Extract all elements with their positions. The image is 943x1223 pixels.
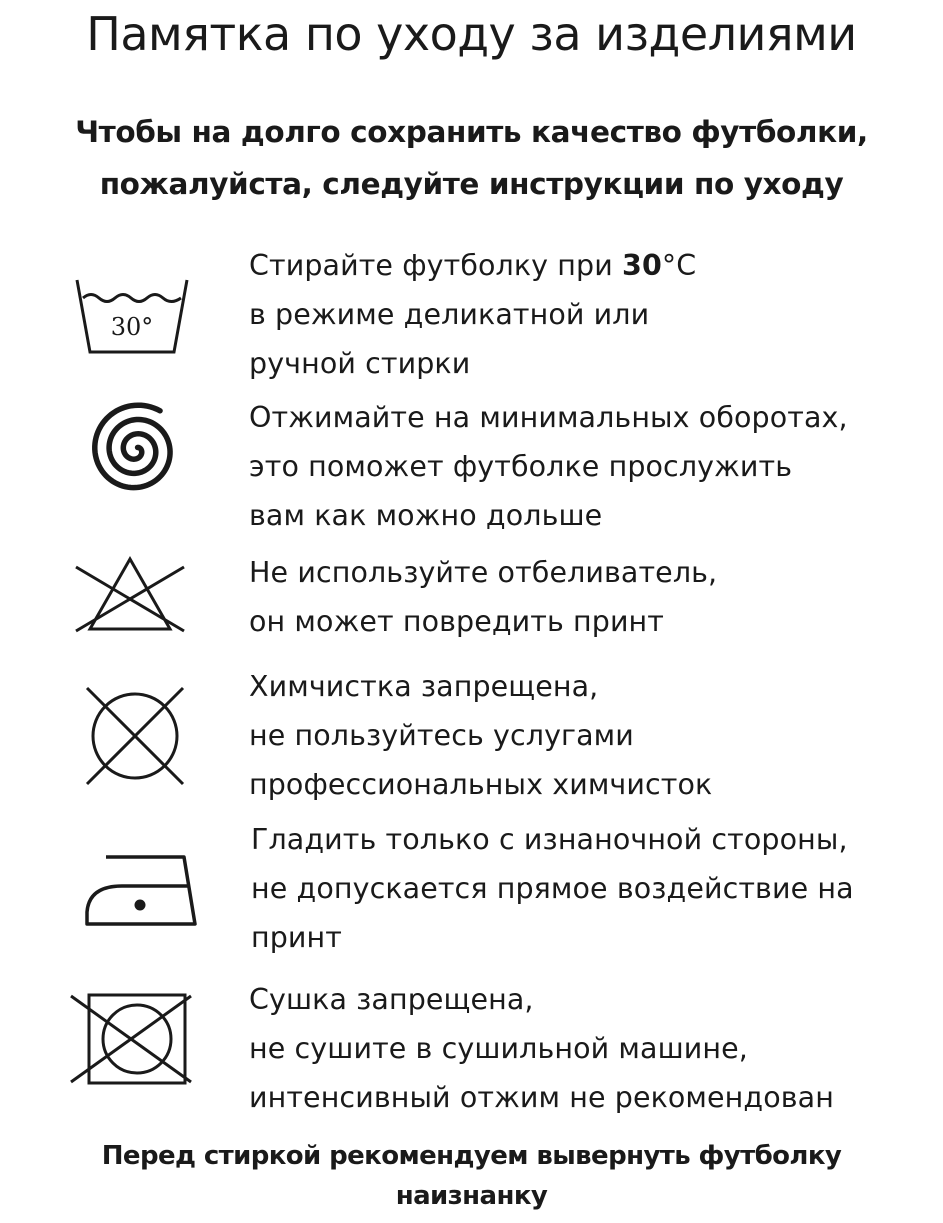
instruction-tumble-dry <box>249 975 834 1122</box>
wash-30-icon <box>74 274 190 356</box>
iron-low-icon <box>82 852 200 928</box>
instruction-wash-line-1 <box>249 241 696 290</box>
no-tumble-dry-icon <box>68 988 194 1090</box>
wash-temperature-value: 30 <box>622 249 662 282</box>
instruction-wash-line-2: в режиме деликатной или <box>249 298 650 331</box>
instruction-dry-clean-line-1: Химчистка запрещена, <box>249 670 599 703</box>
page-title: Памятка по уходу за изделиями <box>86 7 857 61</box>
instruction-tumble-dry-line-2: не сушите в сушильной машине, <box>249 1032 748 1065</box>
no-dry-clean-icon <box>83 684 187 788</box>
wash-text-prefix: Стирайте футболку при <box>249 249 623 282</box>
instruction-iron-line-3: принт <box>251 921 342 954</box>
instruction-bleach <box>249 548 717 646</box>
instruction-tumble-dry-line-3: интенсивный отжим не рекомендован <box>249 1081 834 1114</box>
footer-note <box>0 1136 943 1216</box>
no-bleach-icon <box>73 553 187 637</box>
instruction-wash-line-3: ручной стирки <box>249 347 471 380</box>
instruction-bleach-line-2: он может повредить принт <box>249 605 664 638</box>
footer-note-line-1: Перед стиркой рекомендуем вывернуть футболку <box>101 1141 842 1171</box>
subtitle-line-1: Чтобы на долго сохранить качество футболки, <box>75 115 868 149</box>
wash-temperature-unit: °C <box>661 249 697 282</box>
instruction-dry-clean-line-2: не пользуйтесь услугами <box>249 719 634 752</box>
subtitle <box>0 106 943 210</box>
spin-spiral-icon <box>84 400 188 500</box>
footer-note-line-2: наизнанку <box>395 1181 548 1211</box>
subtitle-line-2: пожалуйста, следуйте инструкции по уходу <box>99 167 844 201</box>
instruction-dry-clean-line-3: профессиональных химчисток <box>249 768 713 801</box>
instruction-spin-line-2: это поможет футболке прослужить <box>249 450 793 483</box>
instruction-spin-line-1: Отжимайте на минимальных оборотах, <box>249 401 848 434</box>
instruction-spin-line-3: вам как можно дольше <box>249 499 603 532</box>
instruction-spin <box>249 393 848 540</box>
instruction-wash <box>249 241 696 388</box>
instruction-dry-clean <box>249 662 712 809</box>
instruction-iron <box>251 815 854 962</box>
instruction-iron-line-2: не допускается прямое воздействие на <box>251 872 854 905</box>
wash-temperature-label: 30° <box>110 313 154 341</box>
instruction-bleach-line-1: Не используйте отбеливатель, <box>249 556 718 589</box>
instruction-iron-line-1: Гладить только с изнаночной стороны, <box>251 823 848 856</box>
instruction-tumble-dry-line-1: Сушка запрещена, <box>249 983 534 1016</box>
